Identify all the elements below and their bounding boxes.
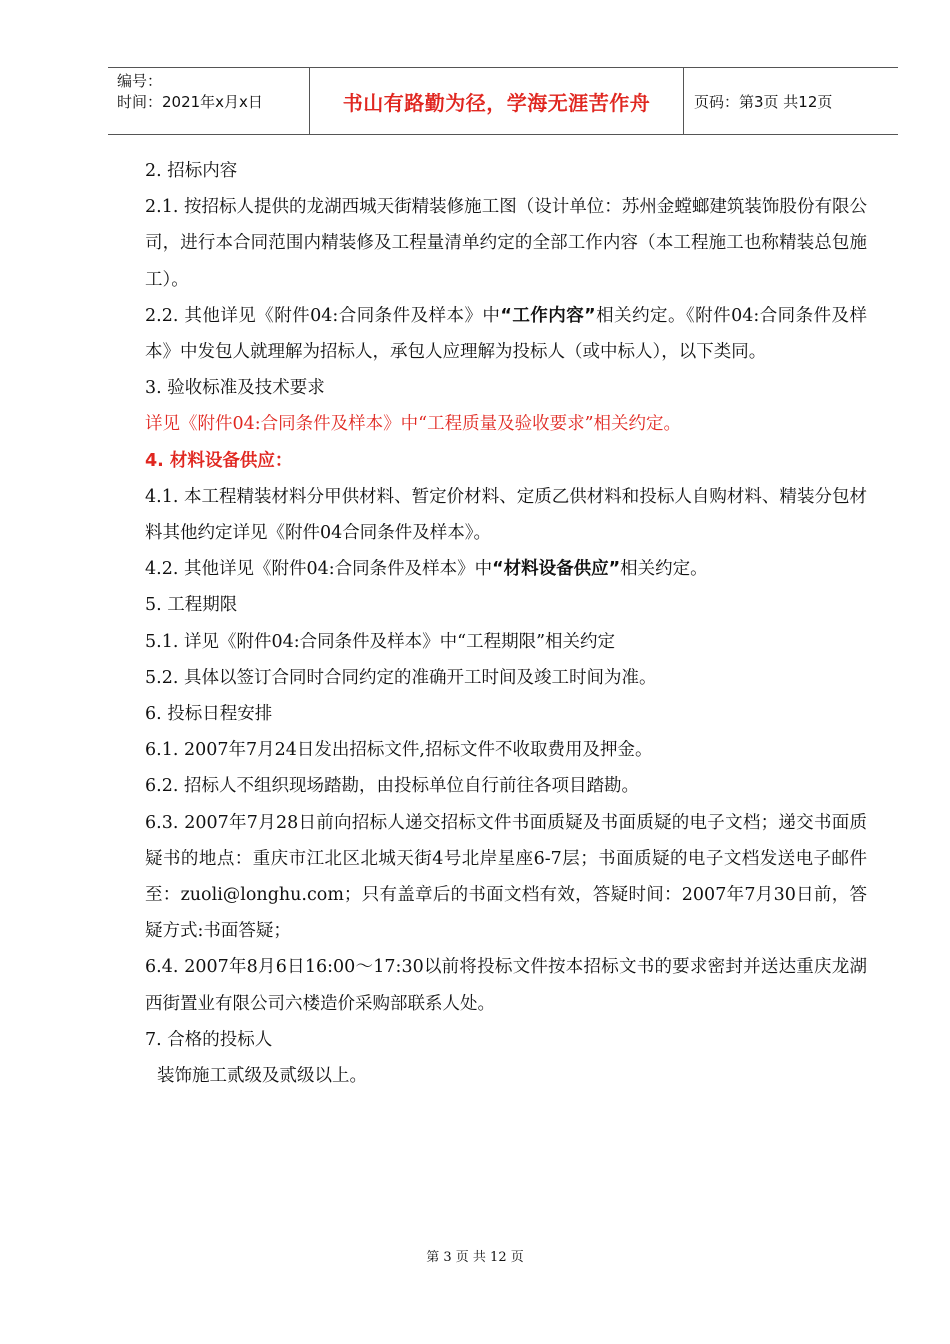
section-2-heading: 2. 招标内容 (145, 161, 238, 181)
clause-5-2: 5.2. 具体以签订合同时合同约定的准确开工时间及竣工时间为准。 (145, 667, 657, 688)
header-motto: 书山有路勤为径，学海无涯苦作舟 (310, 68, 684, 134)
clause-6-2: 6.2. 招标人不组织现场踏勘，由投标单位自行前往各项目踏勘。 (145, 776, 639, 797)
clause-2-2-pre: 2.2. 其他详见《附件04:合同条件及样本》中 (145, 305, 501, 326)
clause-6-4: 6.4. 2007年8月6日16:00～17:30以前将投标文件按本招标文书的要求密封并送达重庆龙湖西街置业有限公司六楼造价采购部联系人处。 (145, 957, 867, 1014)
clause-4-2-bold: “材料设备供应” (492, 559, 621, 580)
header-page-info: 页码：第3页 共12页 (694, 92, 833, 111)
date-line: 时间：2021年x月x日 (117, 93, 263, 111)
section-5-heading: 5. 工程期限 (145, 595, 238, 616)
header-meta (108, 68, 310, 134)
clause-4-2-pre: 4.2. 其他详见《附件04:合同条件及样本》中 (145, 559, 493, 580)
clause-4-2-post: 相关约定。 (620, 559, 708, 580)
page-header (108, 67, 898, 135)
section-3-heading: 3. 验收标准及技术要求 (145, 378, 325, 399)
serial-number-label: 编号： (117, 72, 163, 90)
clause-2-2 (145, 298, 867, 370)
clause-2-2-bold: “工作内容” (500, 305, 596, 326)
clause-6-1: 6.1. 2007年7月24日发出招标文件,招标文件不收取费用及押金。 (145, 740, 653, 761)
clause-6-3: 6.3. 2007年7月28日前向招标人递交招标文件书面质疑及书面质疑的电子文档；递交书面质疑书的地点：重庆市江北区北城天街4号北岸星座6-7层；书面质疑的电子文档发送电子邮件至：zuoli@longhu.com；只有盖章后的书面文档有效，答疑时间：2007年7月30日前，答疑方式:书面答疑； (145, 812, 867, 942)
section-3-detail: 详见《附件04:合同条件及样本》中“工程质量及验收要求”相关约定。 (145, 414, 682, 435)
section-7-detail: 装饰施工贰级及贰级以上。 (157, 1066, 367, 1087)
clause-5-1: 5.1. 详见《附件04:合同条件及样本》中“工程期限”相关约定 (145, 631, 616, 652)
section-7-heading: 7. 合格的投标人 (145, 1029, 273, 1050)
document-body (145, 153, 867, 1094)
clause-2-2-post: 相关约定。《附件04:合同条件及样本》中发包人就理解为招标人，承包人应理解为投标人（或中标人），以下类同。 (145, 305, 867, 363)
section-6-heading: 6. 投标日程安排 (145, 704, 273, 725)
clause-2-1: 2.1. 按招标人提供的龙湖西城天街精装修施工图（设计单位：苏州金螳螂建筑装饰股份有限公司，进行本合同范围内精装修及工程量清单约定的全部工作内容（本工程施工也称精装总包施工）。 (145, 197, 867, 290)
section-4-heading: 4. 材料设备供应： (145, 450, 293, 471)
page-footer: 第 3 页 共 12 页 (426, 1250, 524, 1265)
clause-4-1: 4.1. 本工程精装材料分甲供材料、暂定价材料、定质乙供材料和投标人自购材料、精装分包材料其他约定详见《附件04合同条件及样本》。 (145, 486, 867, 544)
clause-4-2 (145, 551, 867, 587)
